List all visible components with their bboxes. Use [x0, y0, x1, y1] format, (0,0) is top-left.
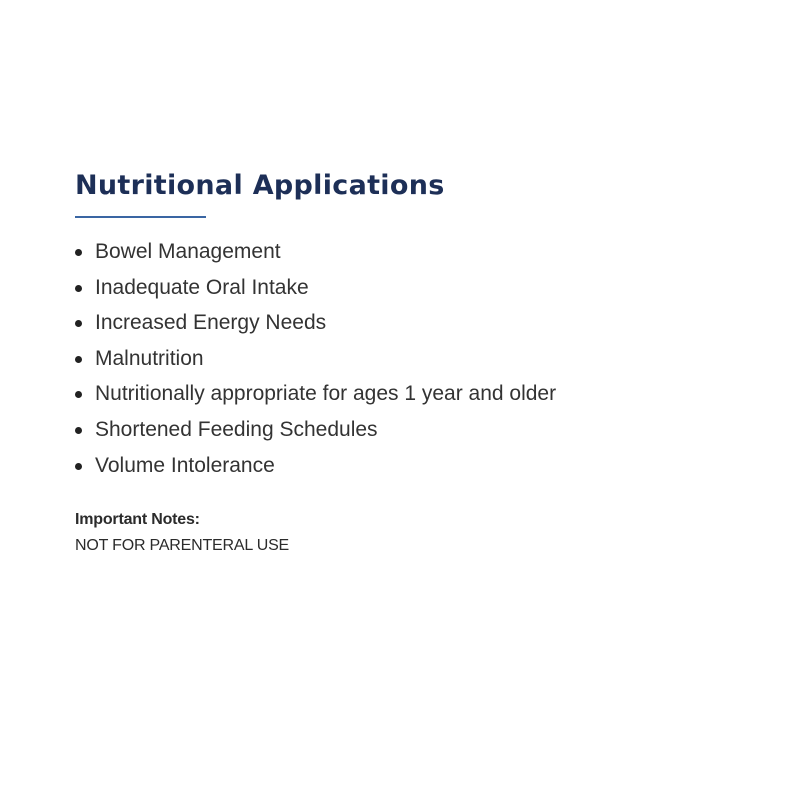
nutritional-applications-section — [75, 166, 755, 559]
notes-text: NOT FOR PARENTERAL USE — [75, 537, 290, 555]
list-item-text: Malnutrition — [95, 346, 204, 370]
bullet-icon — [75, 320, 82, 327]
list-item — [75, 270, 755, 306]
bullet-icon — [75, 427, 82, 434]
list-item-text: Shortened Feeding Schedules — [95, 417, 378, 441]
bullet-icon — [75, 356, 82, 363]
bullet-icon — [75, 285, 82, 292]
list-item-text: Bowel Management — [95, 240, 281, 263]
bullet-icon — [75, 249, 82, 256]
list-item-text: Volume Intolerance — [95, 453, 275, 477]
list-item — [75, 341, 755, 377]
heading-underline — [75, 216, 206, 218]
list-item — [75, 376, 755, 412]
bullet-icon — [75, 463, 82, 470]
list-item-text: Increased Energy Needs — [95, 311, 327, 335]
applications-list — [75, 234, 755, 483]
important-notes — [75, 507, 755, 559]
section-heading: Nutritional Applications — [75, 170, 445, 201]
list-item-text: Inadequate Oral Intake — [95, 275, 309, 299]
list-item — [75, 412, 755, 448]
list-item — [75, 305, 755, 341]
bullet-icon — [75, 391, 82, 398]
list-item — [75, 448, 755, 484]
notes-label: Important Notes: — [75, 511, 200, 529]
list-item — [75, 234, 755, 270]
list-item-text: Nutritionally appropriate for ages 1 year and older — [95, 382, 557, 406]
